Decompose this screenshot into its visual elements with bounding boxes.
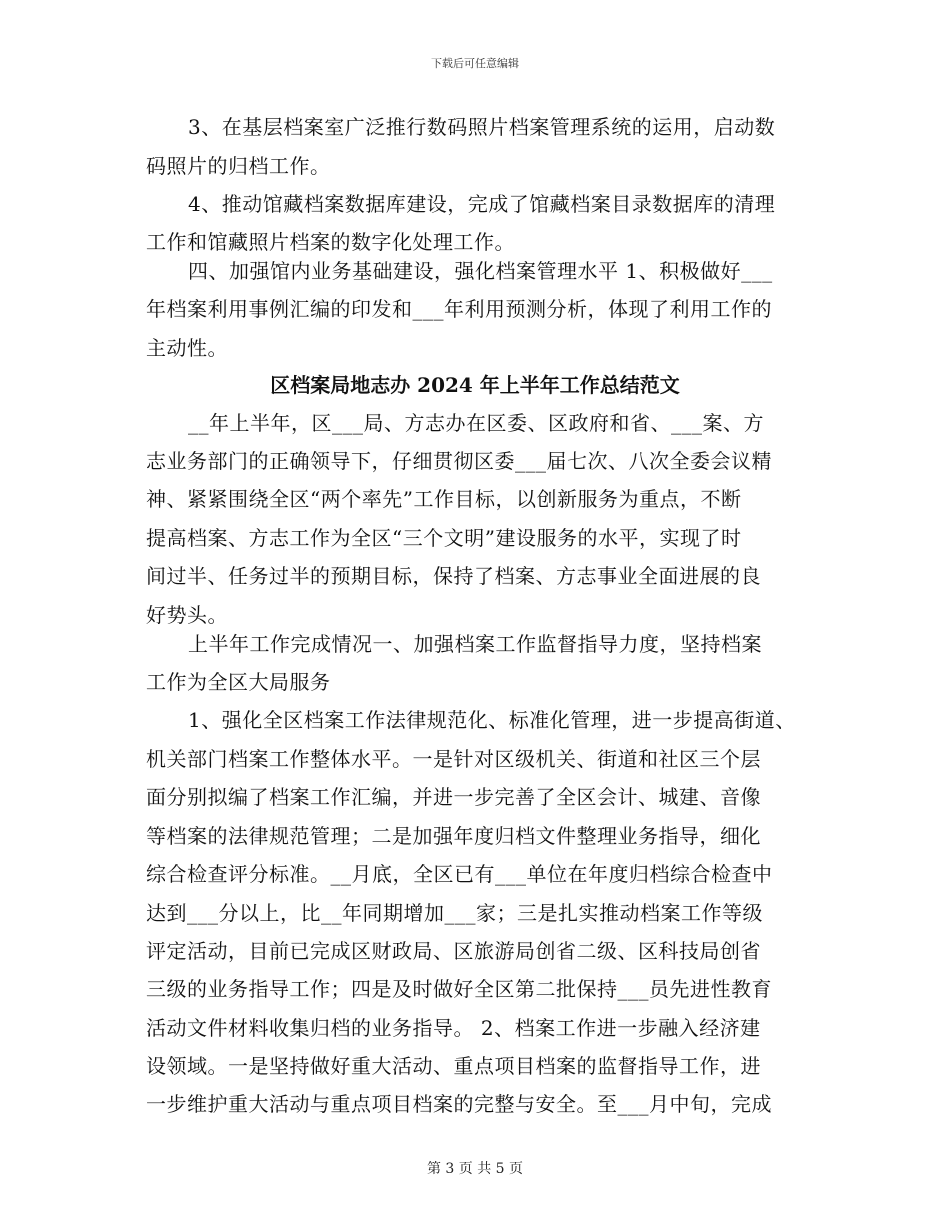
text-line: 四、加强馆内业务基础建设，强化档案管理水平 1、积极做好___: [188, 259, 773, 283]
text-line: 好势头。: [146, 603, 228, 627]
text-line: 主动性。: [146, 336, 228, 360]
text-line: 达到___分以上，比__年同期增加___家；三是扎实推动档案工作等级: [146, 901, 763, 925]
text-line: 机关部门档案工作整体水平。一是针对区级机关、街道和社区三个层: [146, 747, 761, 771]
page-header-note: 下载后可任意编辑: [431, 57, 519, 70]
text-line: 码照片的归档工作。: [146, 154, 331, 178]
text-line: 工作和馆藏照片档案的数字化处理工作。: [146, 230, 515, 254]
text-line: 志业务部门的正确领导下，仔细贯彻区委___届七次、八次全委会议精: [146, 449, 772, 473]
document-title: 区档案局地志办 2024 年上半年工作总结范文: [270, 373, 680, 397]
text-line: 面分别拟编了档案工作汇编，并进一步完善了全区会计、城建、音像: [146, 785, 761, 809]
text-line: 4、推动馆藏档案数据库建设，完成了馆藏档案目录数据库的清理: [188, 192, 776, 216]
text-line: 三级的业务指导工作；四是及时做好全区第二批保持___员先进性教育: [146, 977, 772, 1001]
text-line: 1、强化全区档案工作法律规范化、标准化管理，进一步提高街道、: [188, 708, 796, 732]
text-line: 一步维护重大活动与重点项目档案的完整与安全。至___月中旬，完成: [146, 1092, 772, 1116]
text-line: 等档案的法律规范管理；二是加强年度归档文件整理业务指导，细化: [146, 824, 761, 848]
text-line: 设领域。一是坚持做好重大活动、重点项目档案的监督指导工作，进: [146, 1054, 761, 1078]
text-line: 提高档案、方志工作为全区“三个文明”建设服务的水平，实现了时: [146, 526, 742, 550]
text-line: 活动文件材料收集归档的业务指导。 2、档案工作进一步融入经济建: [146, 1016, 761, 1040]
text-line: 上半年工作完成情况一、加强档案工作监督指导力度，坚持档案: [188, 632, 762, 656]
text-line: 工作为全区大局服务: [146, 670, 331, 694]
text-line: 年档案利用事例汇编的印发和___年利用预测分析，体现了利用工作的: [146, 297, 772, 321]
text-line: 间过半、任务过半的预期目标，保持了档案、方志事业全面进展的良: [146, 564, 761, 588]
page-number: 第 3 页 共 5 页: [426, 1161, 524, 1177]
text-line: __年上半年，区___局、方志办在区委、区政府和省、___案、方: [188, 411, 764, 435]
text-line: 3、在基层档案室广泛推行数码照片档案管理系统的运用，启动数: [188, 115, 776, 139]
text-line: 评定活动，目前已完成区财政局、区旅游局创省二级、区科技局创省: [146, 939, 761, 963]
text-line: 神、紧紧围绕全区“两个率先”工作目标，以创新服务为重点，不断: [146, 487, 742, 511]
text-line: 综合检查评分标准。__月底，全区已有___单位在年度归档综合检查中: [146, 862, 773, 886]
